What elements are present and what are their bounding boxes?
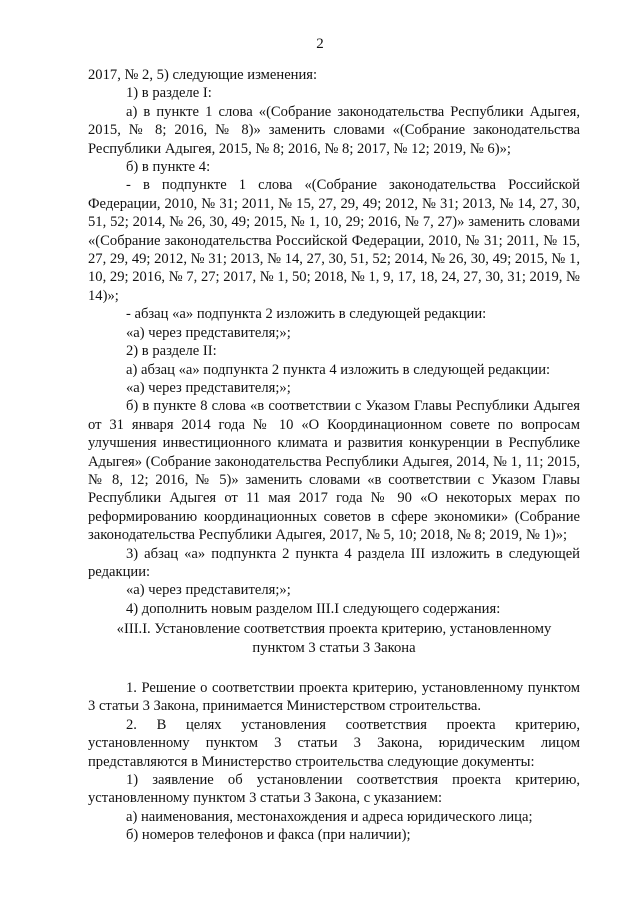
- paragraph: 2) в разделе II:: [126, 343, 217, 360]
- paragraph: «а) через представителя;»;: [126, 379, 291, 396]
- section-heading-line1: «III.I. Установление соответствия проекта критерию, установленному: [116, 621, 552, 638]
- amendments-list: [88, 66, 580, 618]
- paragraph: 1) заявление об установлении соответствия проекта критерию, установленному пунктом 3 статьи 3 Закона, с указанием:: [88, 772, 580, 807]
- paragraph: б) номеров телефонов и факса (при наличии);: [126, 827, 411, 844]
- paragraph: 2. В целях установления соответствия проекта критерию, установленному пунктом 3 статьи 3 Закона, юридическим лицом представляются в Министерство строительства следующие документы:: [88, 716, 580, 770]
- paragraph: 4) дополнить новым разделом III.I следующего содержания:: [126, 600, 501, 617]
- paragraph: 3) абзац «а» подпункта 2 пункта 4 раздела III изложить в следующей редакции:: [88, 545, 580, 580]
- paragraph: а) наименования, местонахождения и адреса юридического лица;: [126, 808, 533, 825]
- paragraph: «а) через представителя;»;: [126, 324, 291, 341]
- paragraph: - в подпункте 1 слова «(Собрание законодательства Российской Федерации, 2010, № 31; 2011, № 15, 27, 29, 49; 2012, № 31; 2013, № 14, 27, 30, 51, 52; 2014, № 26, 30, 49; 2015, № 1, 10, 29; 2016, № 7, 27)» заменить словами «(Собрание законодательства Российской Федерации, 2010, № 31; 2011, № 15, 27, 29, 49; 2012, № 31; 2013, № 14, 27, 30, 51, 52; 2014, № 26, 30, 49; 2015, № 1, 10, 29; 2016, № 7, 27; 2017, № 1, 50; 2018, № 1, 9, 17, 18, 24, 27, 30, 31; 2019, № 14)»;: [88, 177, 580, 304]
- paragraph: - абзац «а» подпункта 2 изложить в следующей редакции:: [126, 306, 487, 323]
- page-number: 2: [316, 36, 324, 52]
- section-heading-line2: пунктом 3 статьи 3 Закона: [252, 639, 416, 656]
- paragraph: а) абзац «а» подпункта 2 пункта 4 изложить в следующей редакции:: [126, 361, 551, 378]
- paragraph: 2017, № 2, 5) следующие изменения:: [88, 67, 318, 83]
- paragraph: б) в пункте 4:: [126, 159, 211, 176]
- paragraph: а) в пункте 1 слова «(Собрание законодательства Республики Адыгея, 2015, № 8; 2016, № 8)» заменить словами «(Собрание законодательства Республики Адыгея, 2015, № 8; 2016, № 8; 2017, № 12; 2019, № 6)»;: [88, 103, 580, 157]
- spacer: [88, 657, 580, 679]
- paragraph: 1. Решение о соответствии проекта критерию, установленному пунктом 3 статьи 3 Закона, принимается Министерством строительства.: [88, 680, 580, 715]
- paragraph: б) в пункте 8 слова «в соответствии с Указом Главы Республики Адыгея от 31 января 2014 года № 10 «О Координационном совете по вопросам улучшения инвестиционного климата и развития конкуренции в Республике Адыгея» (Собрание законодательства Республики Адыгея, 2014, № 1, 11; 2015, № 8, 12; 2016, № 5)» заменить словами «в соответствии с Указом Главы Республики Адыгея от 11 мая 2017 года № 90 «О некоторых мерах по реформированию координационных советов в сфере экономики» (Собрание законодательства Республики Адыгея, 2017, № 5, 10; 2018, № 8; 2019, № 1)»;: [88, 398, 580, 544]
- section-paragraphs: [88, 679, 580, 845]
- document-body: [88, 66, 580, 845]
- section-heading: [88, 620, 580, 657]
- paragraph: 1) в разделе I:: [126, 85, 212, 102]
- paragraph: «а) через представителя;»;: [126, 582, 291, 599]
